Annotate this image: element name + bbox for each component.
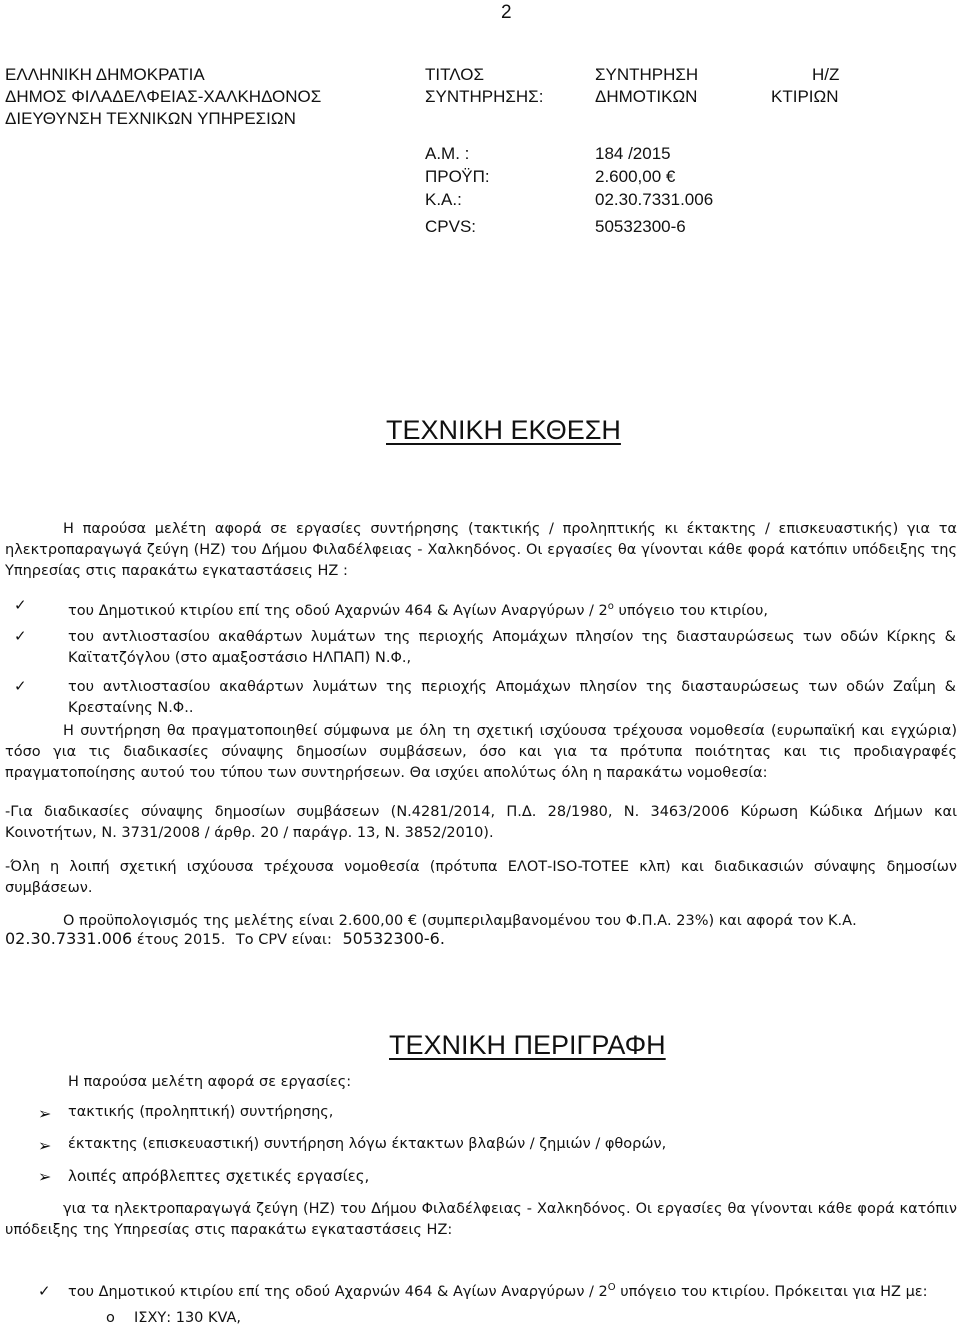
list-item: του Δημοτικού κτιρίου επί της οδού Αχαρνών 464 & Αγίων Αναργύρων / $2^O$ υπόγειο του κτιρίου. Πρόκειται για ΗΖ με: — [68, 1282, 928, 1300]
list-item: έκτακτης (επισκευαστική) συντήρηση λόγω έκτακτων βλαβών / ζημιών / φθορών, — [68, 1136, 667, 1152]
field-label: Κ.Α.: — [425, 190, 462, 209]
organization-block — [5, 64, 321, 130]
title-label-2: ΣΥΝΤΗΡΗΣΗΣ: — [425, 87, 544, 106]
field-value: 2.600,00 € — [595, 167, 676, 186]
field-label: Α.Μ. : — [425, 144, 470, 163]
superscript: ο — [607, 601, 614, 612]
title-label-1: ΤΙΤΛΟΣ — [425, 65, 484, 84]
legislation-paragraph: Η συντήρηση θα πραγματοποιηθεί σύμφωνα με όλη τη σχετική ισχύουσα τρέχουσα νομοθεσία (ευρωπαϊκή και εγχώρια) τόσο για τις διαδικασίες σύναψης δημοσίων συμβάσεων, όσο και για τα πρότυπα ποιότητας και τις προδιαγραφές πραγματοποίησης αυτού του τύπου των συντηρήσεων. Θα ισχύει απολύτως όλη η παρακάτω νομοθεσία: — [5, 723, 957, 781]
law-paragraph-1: -Για διαδικασίες σύναψης δημοσίων συμβάσεων (Ν.4281/2014, Π.Δ. 28/1980, Ν. 3463/2006 Κύρωση Κώδικα Δήμων και Κοινοτήτων, Ν. 3731/2008 / άρθρ. 20 / παράγρ. 13, Ν. 3852/2010). — [5, 804, 957, 841]
check-icon: ✓ — [14, 677, 27, 695]
list-item: του αντλιοστασίου ακαθάρτων λυμάτων της περιοχής Απομάχων πλησίον της διασταυρώσεως των οδών Ζαΐμη & Κρεσταίνης Ν.Φ.. — [68, 679, 956, 716]
law-paragraph-2: -Όλη η λοιπή σχετική ισχύουσα τρέχουσα νομοθεσία (πρότυπα ΕΛΟΤ-ISO-TOTEE κλπ) και διαδικασιών σύναψης δημοσίων συμβάσεων. — [5, 859, 957, 896]
page-number: 2 — [501, 2, 512, 23]
check-icon: ✓ — [14, 627, 27, 645]
intro-paragraph — [5, 519, 957, 582]
list-item: του αντλιοστασίου ακαθάρτων λυμάτων της περιοχής Απομάχων πλησίον της διασταυρώσεως των οδών Κίρκης & Καϊτατζόγλου (στο αμαξοστάσιο ΗΛΠΑΠ) Ν.Φ., — [68, 629, 956, 666]
for-paragraph: για τα ηλεκτροπαραγωγά ζεύγη (ΗΖ) του Δήμου Φιλαδέλφειας - Χαλκηδόνος. Οι εργασίες θα γίνονται κάθε φορά κατόπιν υπόδειξης της Υπηρεσίας στις παρακάτω εγκαταστάσεις ΗΖ: — [5, 1201, 957, 1238]
title-value-1a: ΣΥΝΤΗΡΗΣΗ — [595, 65, 699, 84]
arrow-bullet-icon: ➢ — [38, 1167, 52, 1186]
org-line: ΕΛΛΗΝΙΚΗ ΔΗΜΟΚΡΑΤΙΑ — [5, 65, 205, 84]
field-value: 02.30.7331.006 — [595, 190, 714, 209]
superscript: Ο — [607, 1282, 616, 1293]
arrow-bullet-icon: ➢ — [38, 1136, 52, 1155]
sub-bullet-icon: o — [106, 1310, 115, 1326]
org-line: ΔΗΜΟΣ ΦΙΛΑΔΕΛΦΕΙΑΣ-ΧΑΛΚΗΔΟΝΟΣ — [5, 87, 322, 106]
check-icon: ✓ — [38, 1282, 51, 1300]
list-item: λοιπές απρόβλεπτες σχετικές εργασίες, — [68, 1167, 370, 1185]
title-value-2a: ΔΗΜΟΤΙΚΩΝ — [595, 87, 698, 106]
field-value: 184 /2015 — [595, 144, 671, 163]
field-label: ΠΡΟΫΠ: — [425, 167, 490, 186]
section-title-technical-report: ΤΕΧΝΙΚΗ ΕΚΘΕΣΗ — [386, 415, 621, 445]
check-icon: ✓ — [14, 596, 27, 614]
section2-intro: Η παρούσα μελέτη αφορά σε εργασίες: — [68, 1074, 352, 1090]
list-item: τακτικής (προληπτική) συντήρησης, — [68, 1104, 334, 1120]
budget-line-2: 02.30.7331.006 έτους 2015. Το CPV είναι: 50532300-6. — [5, 929, 445, 948]
title-value-2b: ΚΤΙΡΙΩΝ — [771, 87, 839, 106]
section-title-technical-description: ΤΕΧΝΙΚΗ ΠΕΡΙΓΡΑΦΗ — [389, 1030, 666, 1060]
list-item: του Δημοτικού κτιρίου επί της οδού Αχαρνών 464 & Αγίων Αναργύρων / $2^o$ υπόγειο του κτιρίου, — [68, 601, 769, 619]
sub-list-item: ΙΣΧΥ: 130 KVA, — [134, 1310, 242, 1326]
title-value-1b: Η/Ζ — [812, 65, 840, 84]
org-line: ΔΙΕΥΘΥΝΣΗ ΤΕΧΝΙΚΩΝ ΥΠΗΡΕΣΙΩΝ — [5, 109, 296, 128]
budget-paragraph: Ο προϋπολογισμός της μελέτης είναι 2.600,00 € (συμπεριλαμβανομένου του Φ.Π.Α. 23%) και αφορά τον Κ.Α. — [63, 913, 857, 929]
field-label: CPVS: — [425, 217, 477, 236]
intro-text: Η παρούσα μελέτη αφορά σε εργασίες συντήρησης (τακτικής / προληπτικής κι έκτακτης / επισκευαστικής) για τα ηλεκτροπαραγωγά ζεύγη (ΗΖ) του Δήμου Φιλαδέλφειας - Χαλκηδόνος. Οι εργασίες θα γίνονται κάθε φορά κατόπιν υπόδειξης της Υπηρεσίας στις παρακάτω εγκαταστάσεις ΗΖ : — [5, 521, 957, 579]
field-value: 50532300-6 — [595, 217, 686, 236]
arrow-bullet-icon: ➢ — [38, 1104, 52, 1123]
